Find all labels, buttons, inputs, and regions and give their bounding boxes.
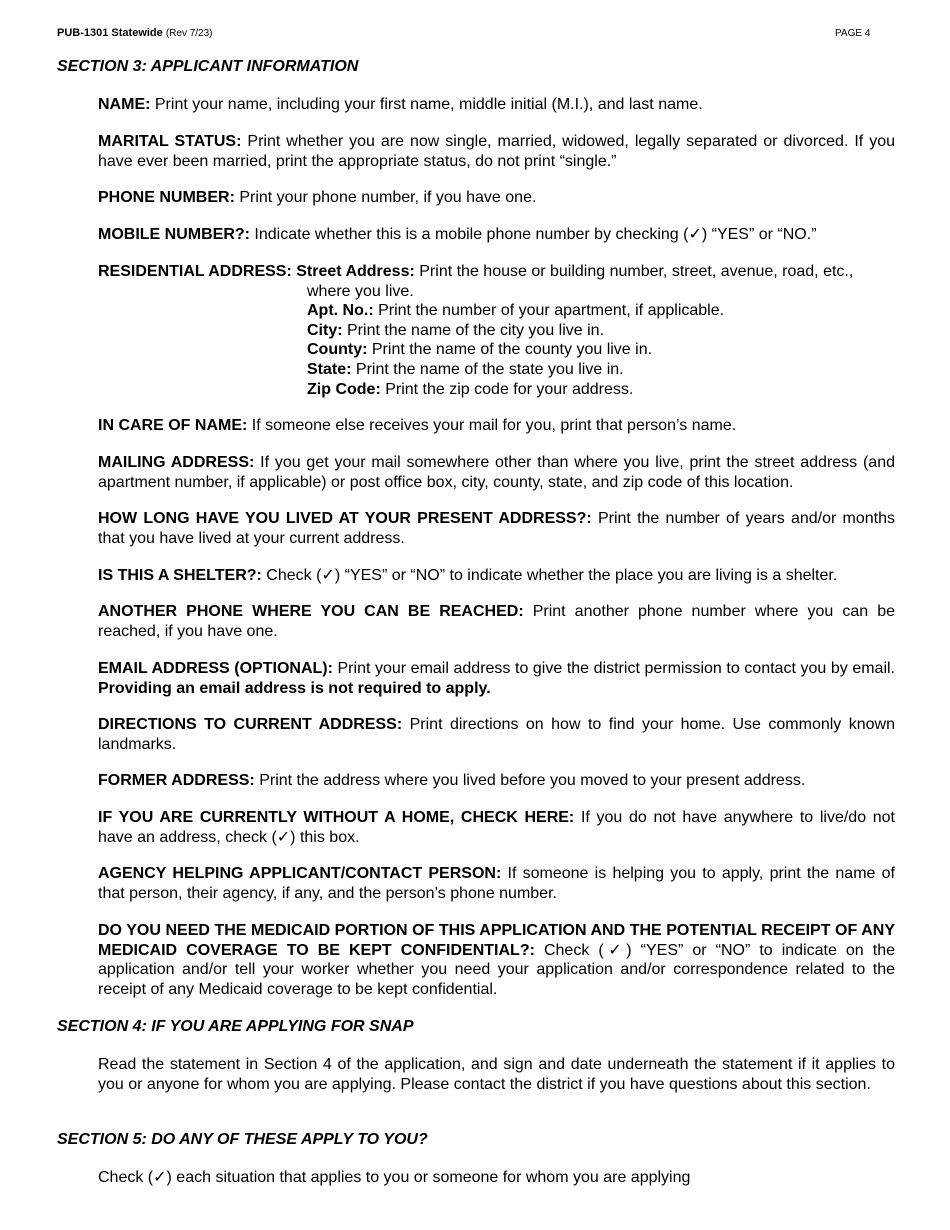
email-address-label: EMAIL ADDRESS (OPTIONAL): [98, 660, 333, 677]
care-of-name-label: IN CARE OF NAME: [98, 417, 248, 434]
directions-instruction [98, 715, 895, 754]
care-of-name-text: If someone else receives your mail for you, print that person’s name. [247, 417, 737, 434]
email-optional-note: Providing an email address is not required to apply. [98, 679, 491, 697]
form-id-text: PUB-1301 Statewide [57, 27, 163, 39]
phone-number-instruction [98, 188, 895, 208]
county-label: County: [307, 341, 368, 359]
agency-helping-label: AGENCY HELPING APPLICANT/CONTACT PERSON: [98, 865, 502, 882]
county-line [307, 340, 897, 360]
section-4-title: SECTION 4: IF YOU ARE APPLYING FOR SNAP [57, 1018, 414, 1035]
phone-number-label: PHONE NUMBER: [98, 189, 235, 206]
email-address-instruction [98, 659, 895, 698]
city-line [307, 321, 897, 341]
marital-status-instruction [98, 132, 895, 171]
shelter-label: IS THIS A SHELTER?: [98, 567, 262, 584]
how-long-text: Print the number of years and/or months that you have lived at your current address. [98, 510, 896, 547]
city-label: City: [307, 321, 343, 339]
how-long-label: HOW LONG HAVE YOU LIVED AT YOUR PRESENT ADDRESS?: [98, 510, 592, 527]
street-address-text: Print the house or building number, street, avenue, road, etc., [414, 263, 854, 280]
medicaid-confidential-instruction [98, 921, 895, 999]
shelter-text: Check (✓) “YES” or “NO” to indicate whether the place you are living is a shelter. [261, 567, 838, 584]
marital-status-label: MARITAL STATUS: [98, 133, 242, 150]
apt-no-text: Print the number of your apartment, if applicable. [373, 302, 725, 320]
phone-number-text: Print your phone number, if you have one. [234, 189, 537, 206]
directions-label: DIRECTIONS TO CURRENT ADDRESS: [98, 716, 403, 733]
street-address-label: Street Address: [296, 263, 415, 280]
mailing-address-instruction [98, 453, 895, 492]
residential-address-label: RESIDENTIAL ADDRESS: [98, 263, 292, 280]
apt-no-line [307, 301, 897, 321]
medicaid-confidential-text: Check (✓) “YES” or “NO” to indicate on the application and/or tell your worker whether you need your application and/or correspondence related to the receipt of any Medicaid coverage to be kept confidential. [98, 941, 895, 998]
mobile-number-label: MOBILE NUMBER?: [98, 226, 250, 243]
section-5-title: SECTION 5: DO ANY OF THESE APPLY TO YOU? [57, 1131, 428, 1148]
zip-code-label: Zip Code: [307, 380, 381, 398]
former-address-label: FORMER ADDRESS: [98, 772, 255, 789]
street-address-continued: where you live. [307, 282, 414, 300]
medicaid-confidential-label: DO YOU NEED THE MEDICAID PORTION OF THIS APPLICATION AND THE POTENTIAL RECEIPT OF ANY MEDICAID COVERAGE TO BE KEPT CONFIDENTIAL?: [98, 922, 895, 959]
mailing-address-label: MAILING ADDRESS: [98, 454, 255, 471]
another-phone-label: ANOTHER PHONE WHERE YOU CAN BE REACHED: [98, 603, 524, 620]
section-4-text: Read the statement in Section 4 of the application, and sign and date underneath the statement if it applies to you or anyone for whom you are applying. Please contact the district if you have questions about this section. [98, 1056, 895, 1093]
name-instruction [98, 95, 895, 115]
mobile-number-text: Indicate whether this is a mobile phone number by checking (✓) “YES” or “NO.” [249, 226, 817, 243]
without-home-label: IF YOU ARE CURRENTLY WITHOUT A HOME, CHECK HERE: [98, 809, 575, 826]
without-home-instruction [98, 808, 895, 847]
former-address-text: Print the address where you lived before you moved to your present address. [254, 772, 806, 789]
zip-code-text: Print the zip code for your address. [380, 380, 634, 398]
state-label: State: [307, 361, 352, 378]
form-id [57, 27, 213, 39]
mobile-number-instruction [98, 225, 895, 245]
city-text: Print the name of the city you live in. [342, 321, 605, 339]
email-address-text: Print your email address to give the district permission to contact you by email. [332, 660, 895, 677]
another-phone-text: Print another phone number where you can be reached, if you have one. [98, 603, 896, 640]
marital-status-text: Print whether you are now single, married, widowed, legally separated or divorced. If you have ever been married, print the appropriate status, do not print “single.” [98, 133, 896, 170]
name-label: NAME: [98, 96, 151, 113]
state-line [307, 360, 897, 380]
how-long-instruction [98, 509, 895, 548]
name-text: Print your name, including your first name, middle initial (M.I.), and last name. [150, 96, 703, 113]
without-home-text: If you do not have anywhere to live/do not have an address, check (✓) this box. [98, 809, 896, 846]
mailing-address-text: If you get your mail somewhere other than where you live, print the street address (and apartment number, if applicable) or post office box, city, county, state, and zip code of this location. [98, 454, 896, 491]
page-number: PAGE 4 [835, 28, 871, 39]
agency-helping-text: If someone is helping you to apply, print the name of that person, their agency, if any, and the person’s phone number. [98, 865, 895, 902]
form-revision: (Rev 7/23) [165, 28, 213, 39]
shelter-instruction [98, 566, 895, 586]
section-5-text: Check (✓) each situation that applies to you or someone for whom you are applying [98, 1169, 691, 1186]
apt-no-label: Apt. No.: [307, 302, 374, 320]
directions-text: Print directions on how to find your home. Use commonly known landmarks. [98, 716, 896, 753]
state-text: Print the name of the state you live in. [351, 361, 624, 378]
residential-address-instruction [98, 262, 895, 398]
residential-address-line [98, 262, 895, 282]
care-of-name-instruction [98, 416, 895, 436]
county-text: Print the name of the county you live in. [367, 341, 653, 359]
another-phone-instruction [98, 602, 895, 641]
former-address-instruction [98, 771, 895, 791]
section-3-title: SECTION 3: APPLICANT INFORMATION [57, 58, 359, 75]
zip-code-line [307, 380, 897, 400]
agency-helping-instruction [98, 864, 895, 903]
